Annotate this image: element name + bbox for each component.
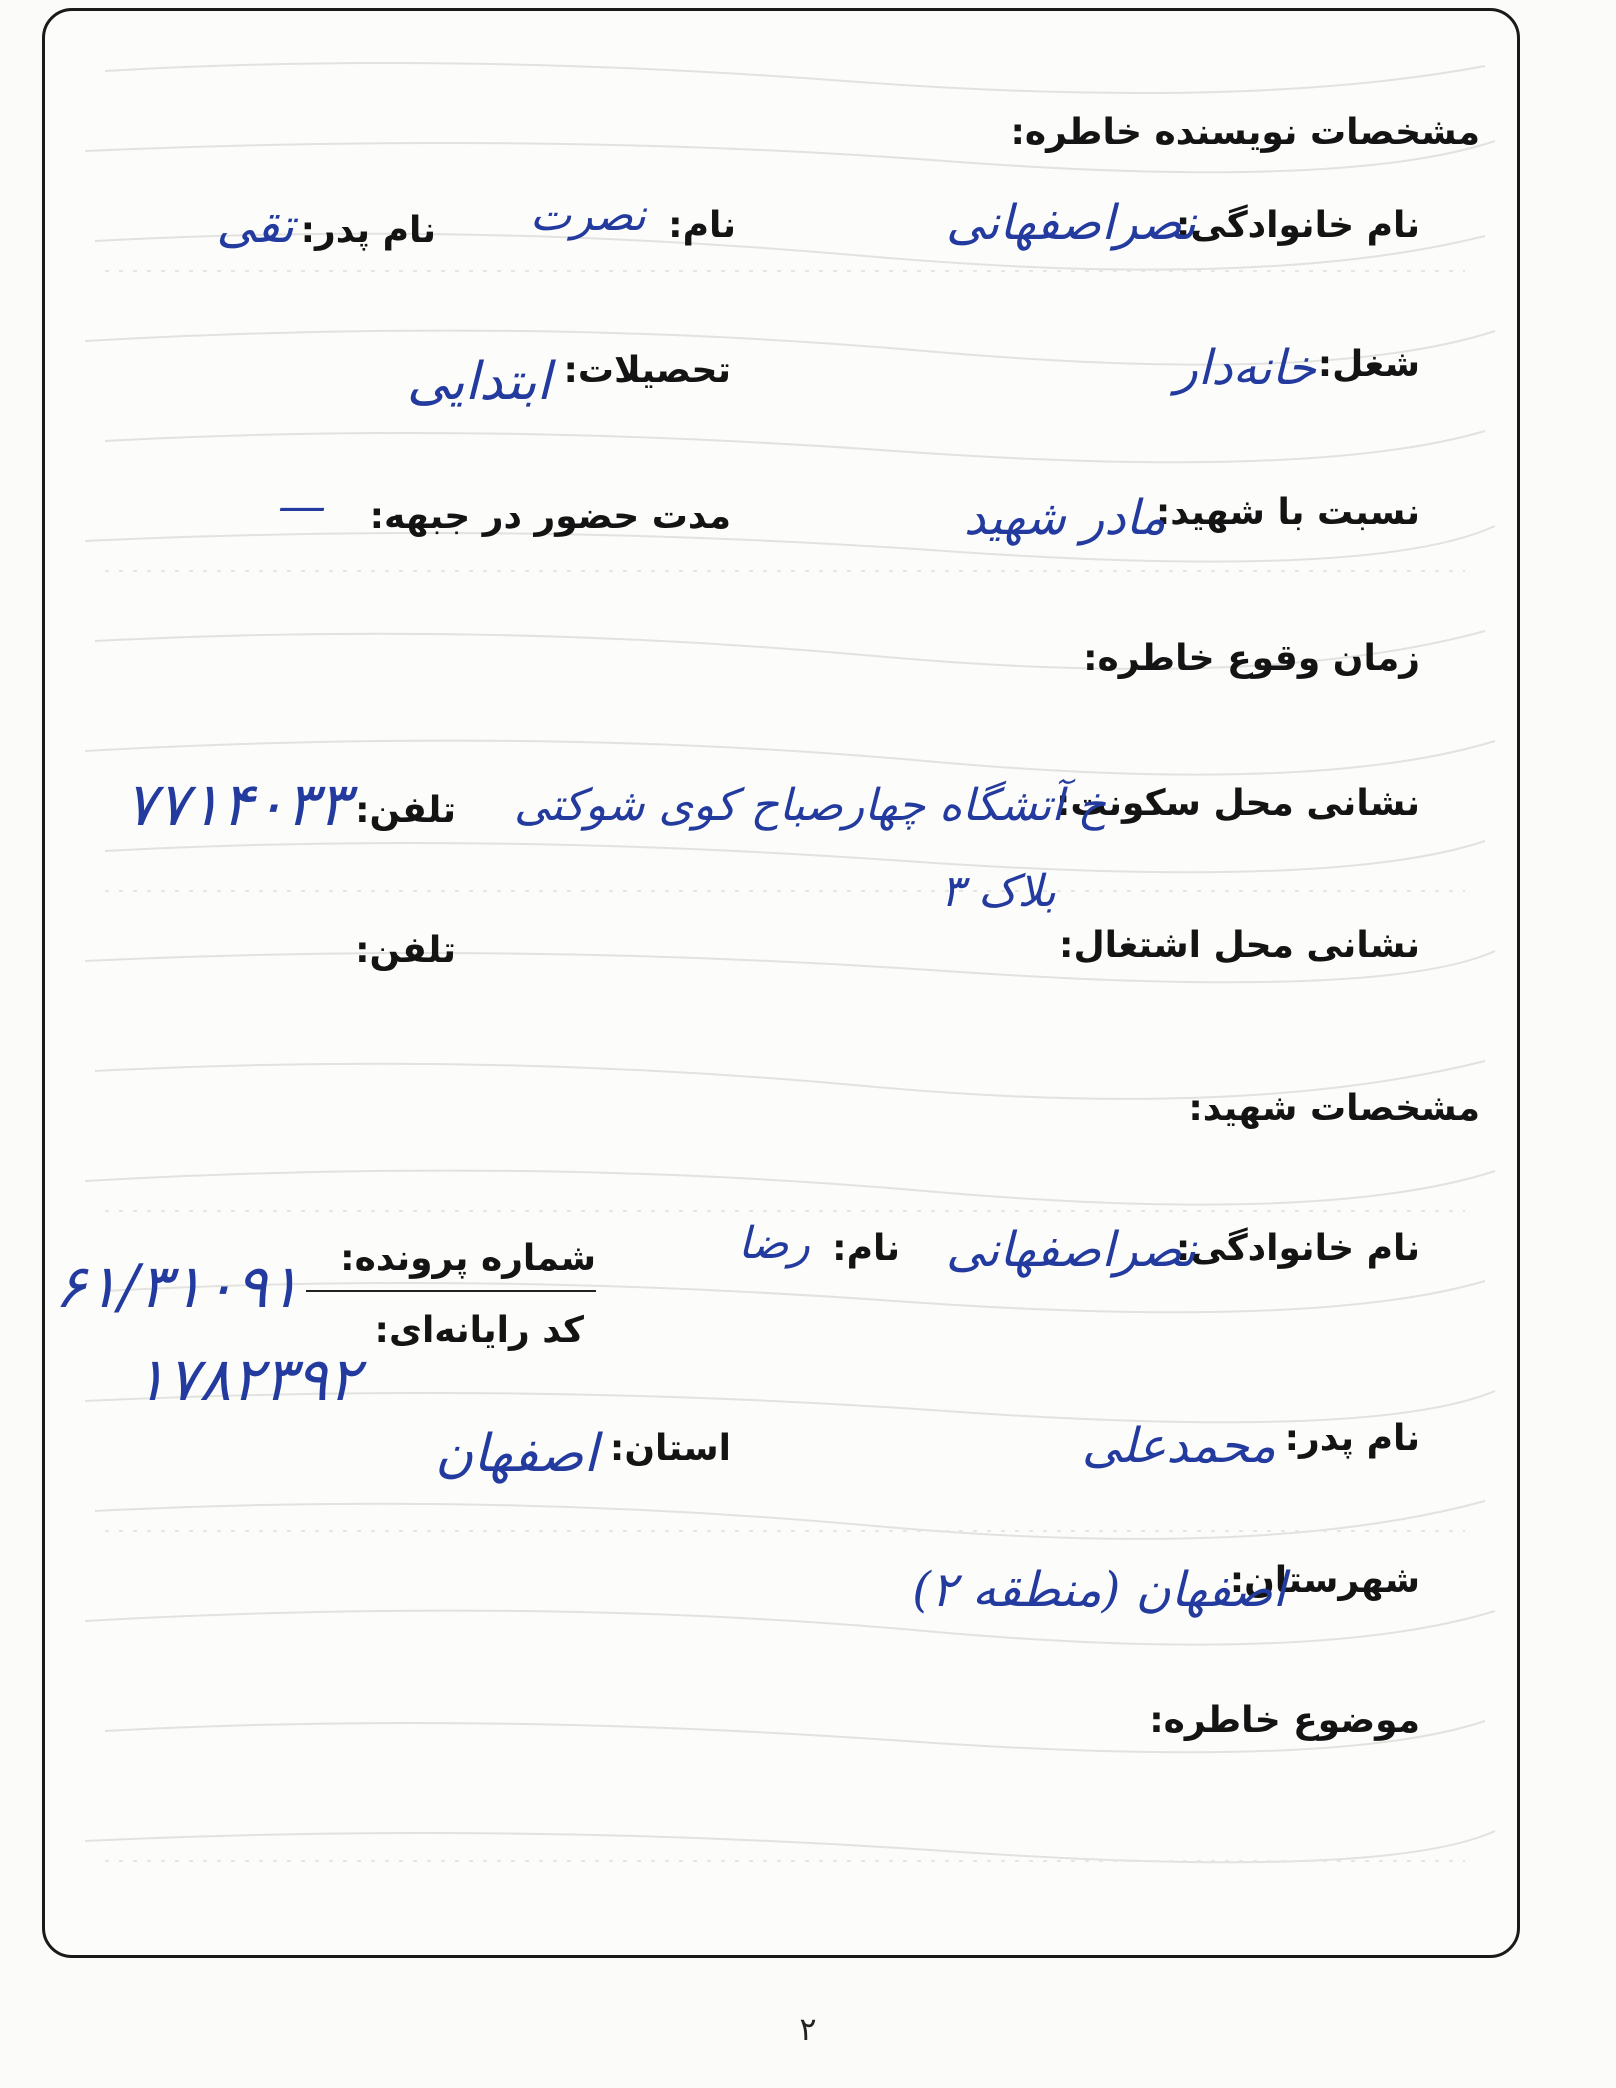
computer-code-label: کد رایانه‌ای: [374, 1310, 584, 1351]
author-father-name-label: نام پدر: [300, 210, 436, 251]
work-phone-label: تلفن: [355, 930, 456, 971]
author-relation-label: نسبت با شهید: [1155, 492, 1420, 533]
martyr-family-name-value: نصراصفهانی [946, 1222, 1196, 1278]
author-job-value: خانه‌دار [1174, 340, 1316, 396]
page-number: ۲ [799, 2010, 817, 2048]
author-relation-value: مادر شهید [963, 490, 1166, 546]
author-front-duration-label: مدت حضور در جبهه: [369, 496, 731, 537]
author-family-name-value: نصراصفهانی [946, 195, 1196, 251]
memory-time-label: زمان وقوع خاطره: [1083, 638, 1420, 679]
author-section-heading: مشخصات نویسنده خاطره: [1010, 112, 1480, 153]
residence-phone-label: تلفن: [355, 790, 456, 831]
martyr-section-heading: مشخصات شهید: [1188, 1088, 1480, 1129]
form-page-frame [42, 8, 1520, 1958]
province-value: اصفهان [435, 1424, 598, 1484]
martyr-father-name-value: محمدعلی [1081, 1418, 1276, 1474]
province-label: استان: [609, 1428, 731, 1469]
faded-background-lines [45, 11, 1517, 1955]
residence-phone-value: ۷۷۱۴۰۳۳ [124, 770, 350, 840]
martyr-father-name-label: نام پدر: [1284, 1418, 1420, 1459]
file-number-value: ۶۱/۳۱۰۹۱ [54, 1252, 300, 1322]
author-education-value: ابتدایی [406, 352, 551, 412]
author-front-duration-value: — [278, 478, 326, 534]
author-first-name-label: نام: [668, 205, 736, 246]
work-address-label: نشانی محل اشتغال: [1059, 925, 1420, 966]
author-first-name-value: نصرت [529, 190, 646, 241]
martyr-first-name-value: رضا [737, 1218, 810, 1269]
city-label: شهرستان: [1229, 1560, 1420, 1601]
martyr-first-name-label: نام: [832, 1228, 900, 1269]
author-job-label: شغل: [1317, 344, 1420, 385]
author-family-name-label: نام خانوادگی: [1175, 205, 1420, 246]
author-father-name-value: تقی [216, 198, 294, 254]
computer-code-value: ۱۷۸۲۳۹۲ [134, 1345, 360, 1415]
memory-subject-label: موضوع خاطره: [1149, 1700, 1420, 1741]
author-education-label: تحصیلات: [563, 350, 731, 391]
city-value: اصفهان (منطقه ۲) [912, 1562, 1286, 1618]
residence-address-value-line2: بلاک ۳ [940, 866, 1056, 917]
martyr-family-name-label: نام خانوادگی: [1175, 1228, 1420, 1269]
residence-address-value-line1: خ آتشگاه چهارصباح کوی شوکتی [513, 780, 1106, 831]
file-number-label: شماره پرونده: [340, 1238, 596, 1279]
file-number-underline [306, 1290, 596, 1292]
residence-address-label: نشانی محل سکونت: [1056, 783, 1420, 824]
